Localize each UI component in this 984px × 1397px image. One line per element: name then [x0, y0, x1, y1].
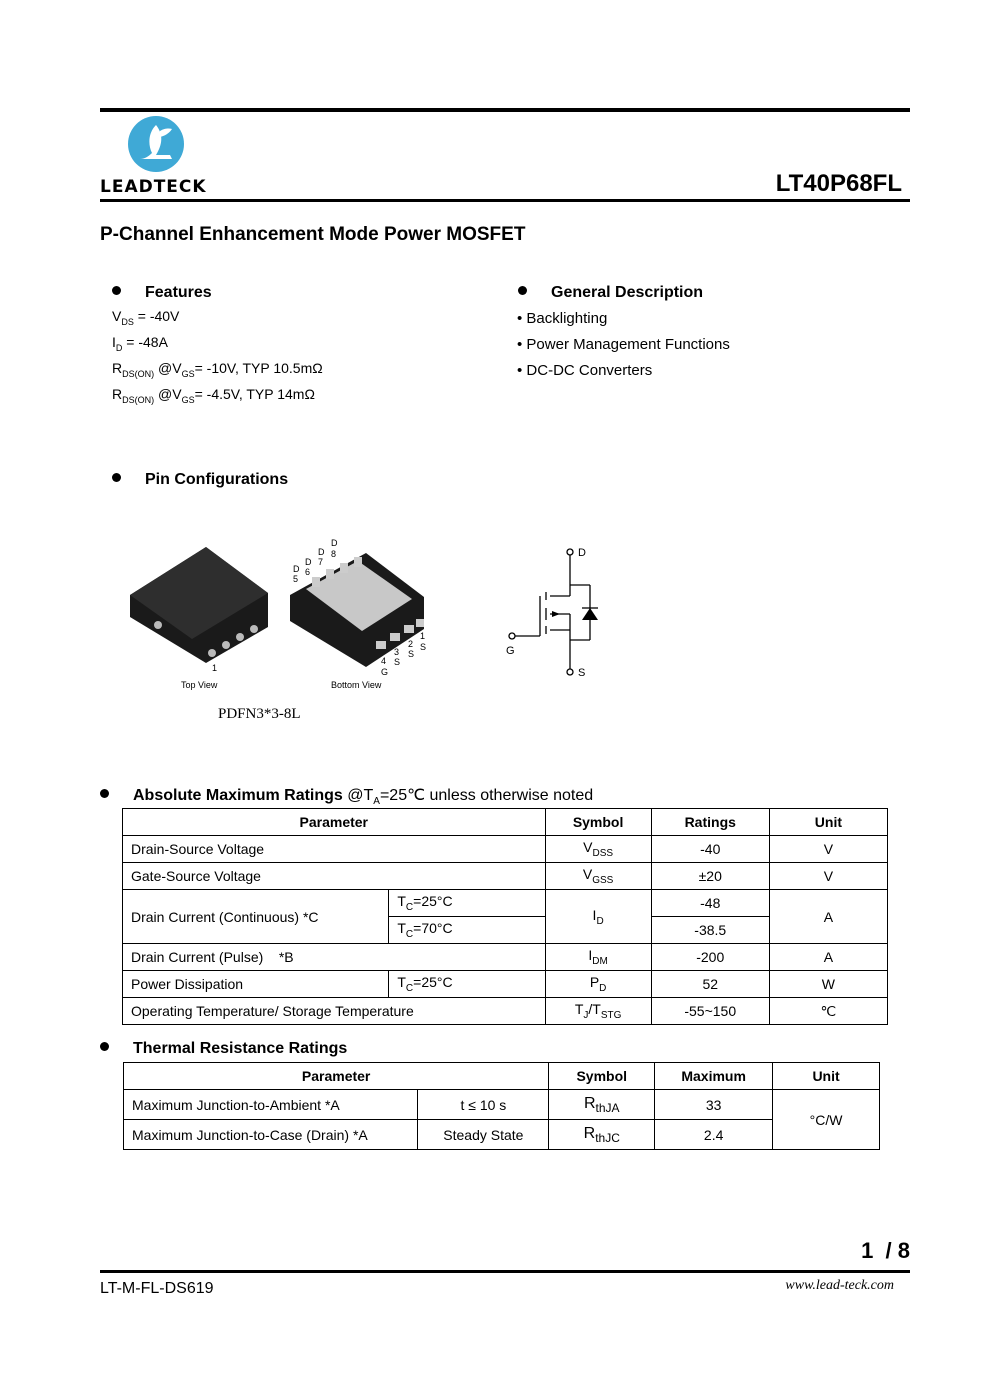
- thermal-heading: Thermal Resistance Ratings: [100, 1040, 347, 1058]
- rating-cell: -40: [651, 836, 769, 863]
- general-description-heading: General Description: [518, 284, 703, 302]
- pin-s-label: S: [408, 649, 415, 659]
- top-view-label: Top View: [181, 680, 218, 690]
- condition-cell: $T_C=25^\circ C$: [389, 971, 545, 998]
- unit-cell: °C/W: [773, 1090, 880, 1150]
- gd-item: • Power Management Functions: [517, 336, 730, 353]
- param-cell: Gate-Source Voltage: [123, 863, 546, 890]
- pin-d-label: D: [318, 547, 325, 557]
- col-ratings: Ratings: [651, 809, 769, 836]
- rating-cell: -38.5: [651, 917, 769, 944]
- pin-3-label: 3: [394, 647, 400, 657]
- pin-1-label: 1: [420, 631, 426, 641]
- condition-cell: t ≤ 10 s: [418, 1090, 549, 1120]
- col-parameter: Parameter: [124, 1063, 549, 1090]
- unit-cell: V: [769, 863, 887, 890]
- page-title: P-Channel Enhancement Mode Power MOSFET: [100, 224, 526, 245]
- bottom-view-label: Bottom View: [331, 680, 382, 690]
- pin-s-label: S: [420, 642, 427, 652]
- schematic-g-label: G: [506, 645, 515, 657]
- pin-g-label: G: [381, 667, 389, 677]
- param-cell: Maximum Junction-to-Case (Drain) *A: [124, 1120, 418, 1150]
- table-row: [123, 863, 888, 890]
- package-caption: PDFN3*3-8L: [218, 706, 301, 722]
- table-row: [123, 944, 888, 971]
- brand-name: LEADTECK: [100, 177, 207, 197]
- bullet-icon: [100, 789, 109, 798]
- gd-item: • Backlighting: [517, 310, 608, 327]
- rating-cell: ±20: [651, 863, 769, 890]
- symbol-cell: $I_D$: [545, 890, 651, 944]
- pin-s-label: S: [394, 657, 401, 667]
- pin-d-label: D: [293, 564, 300, 574]
- param-cell: Operating Temperature/ Storage Temperature: [123, 998, 546, 1025]
- pin-8-label: 8: [331, 549, 337, 559]
- symbol-cell: $R_{thJC}$: [549, 1120, 655, 1150]
- table-row: [123, 998, 888, 1025]
- abs-max-table: [122, 808, 888, 1025]
- param-cell: Drain Current (Pulse) *B: [123, 944, 546, 971]
- symbol-cell: $V_{DSS}$: [545, 836, 651, 863]
- max-cell: 2.4: [655, 1120, 773, 1150]
- condition-cell: Steady State: [418, 1120, 549, 1150]
- symbol-cell: $R_{thJA}$: [549, 1090, 655, 1120]
- rating-cell: -48: [651, 890, 769, 917]
- features-heading: Features: [112, 284, 212, 302]
- schematic-d-label: D: [578, 547, 586, 559]
- condition-cell: $T_C=70^\circ C$: [389, 917, 545, 944]
- col-maximum: Maximum: [655, 1063, 773, 1090]
- table-header-row: [123, 809, 888, 836]
- table-row: [124, 1120, 880, 1150]
- page-number: 1 / 8: [861, 1238, 910, 1263]
- unit-cell: V: [769, 836, 887, 863]
- col-symbol: Symbol: [545, 809, 651, 836]
- pin-7-label: 7: [318, 557, 324, 567]
- abs-max-heading: Absolute Maximum Ratings $@T_A=25℃$ unless otherwise noted: [100, 785, 593, 807]
- feature-id: $I_D = -48A$: [112, 334, 168, 353]
- website-link[interactable]: www.lead-teck.com: [785, 1278, 894, 1293]
- feature-rds-4v5: $R_{DS(ON)}$ $@V_{GS}= -4.5V$, TYP 14mΩ: [112, 386, 315, 405]
- top-view-package: [130, 547, 268, 673]
- max-cell: 33: [655, 1090, 773, 1120]
- unit-cell: A: [769, 890, 887, 944]
- table-header-row: [124, 1063, 880, 1090]
- feature-rds-10v: $R_{DS(ON)}$ $@V_{GS}= -10V$, TYP 10.5mΩ: [112, 360, 323, 379]
- pin-d-label: D: [305, 557, 312, 567]
- col-unit: Unit: [773, 1063, 880, 1090]
- condition-cell: $T_C=25^\circ C$: [389, 890, 545, 917]
- package-illustration: [126, 535, 436, 695]
- gd-item: • DC-DC Converters: [517, 362, 653, 379]
- col-parameter: Parameter: [123, 809, 546, 836]
- symbol-cell: $V_{GSS}$: [545, 863, 651, 890]
- unit-cell: ℃: [769, 998, 887, 1025]
- col-unit: Unit: [769, 809, 887, 836]
- bottom-view-package: [290, 553, 427, 667]
- bullet-icon: [112, 286, 121, 295]
- symbol-cell: $P_D$: [545, 971, 651, 998]
- leadteck-logo-icon: [126, 115, 186, 173]
- symbol-cell: $T_J/T_{STG}$: [545, 998, 651, 1025]
- feature-vds: $V_{DS} = -40V$: [112, 308, 180, 327]
- pin-d-label: D: [331, 538, 338, 548]
- unit-cell: A: [769, 944, 887, 971]
- mosfet-schematic-icon: [500, 540, 620, 685]
- pin-config-heading: Pin Configurations: [112, 471, 288, 489]
- header-bottom-rule: [100, 199, 910, 202]
- table-row: [124, 1090, 880, 1120]
- doc-id: LT-M-FL-DS619: [100, 1280, 214, 1297]
- rating-cell: -55~150: [651, 998, 769, 1025]
- symbol-cell: $I_{DM}$: [545, 944, 651, 971]
- pin-1-label: 1: [212, 663, 218, 673]
- param-cell: Drain-Source Voltage: [123, 836, 546, 863]
- part-number: LT40P68FL: [775, 170, 902, 197]
- footer-rule: [100, 1270, 910, 1273]
- col-symbol: Symbol: [549, 1063, 655, 1090]
- param-cell: Maximum Junction-to-Ambient *A: [124, 1090, 418, 1120]
- bullet-icon: [100, 1042, 109, 1051]
- thermal-table: [123, 1062, 880, 1150]
- table-row: [123, 971, 888, 998]
- table-row: [123, 890, 888, 917]
- bullet-icon: [518, 286, 527, 295]
- param-cell: Power Dissipation: [123, 971, 389, 998]
- table-row: [123, 836, 888, 863]
- param-cell: Drain Current (Continuous) *C: [123, 890, 389, 944]
- header-top-rule: [100, 108, 910, 112]
- schematic-s-label: S: [578, 667, 586, 679]
- bullet-icon: [112, 473, 121, 482]
- rating-cell: 52: [651, 971, 769, 998]
- pin-5-label: 5: [293, 574, 299, 584]
- pin-2-label: 2: [408, 639, 414, 649]
- pin-4-label: 4: [381, 656, 387, 666]
- unit-cell: W: [769, 971, 887, 998]
- pin-6-label: 6: [305, 567, 311, 577]
- rating-cell: -200: [651, 944, 769, 971]
